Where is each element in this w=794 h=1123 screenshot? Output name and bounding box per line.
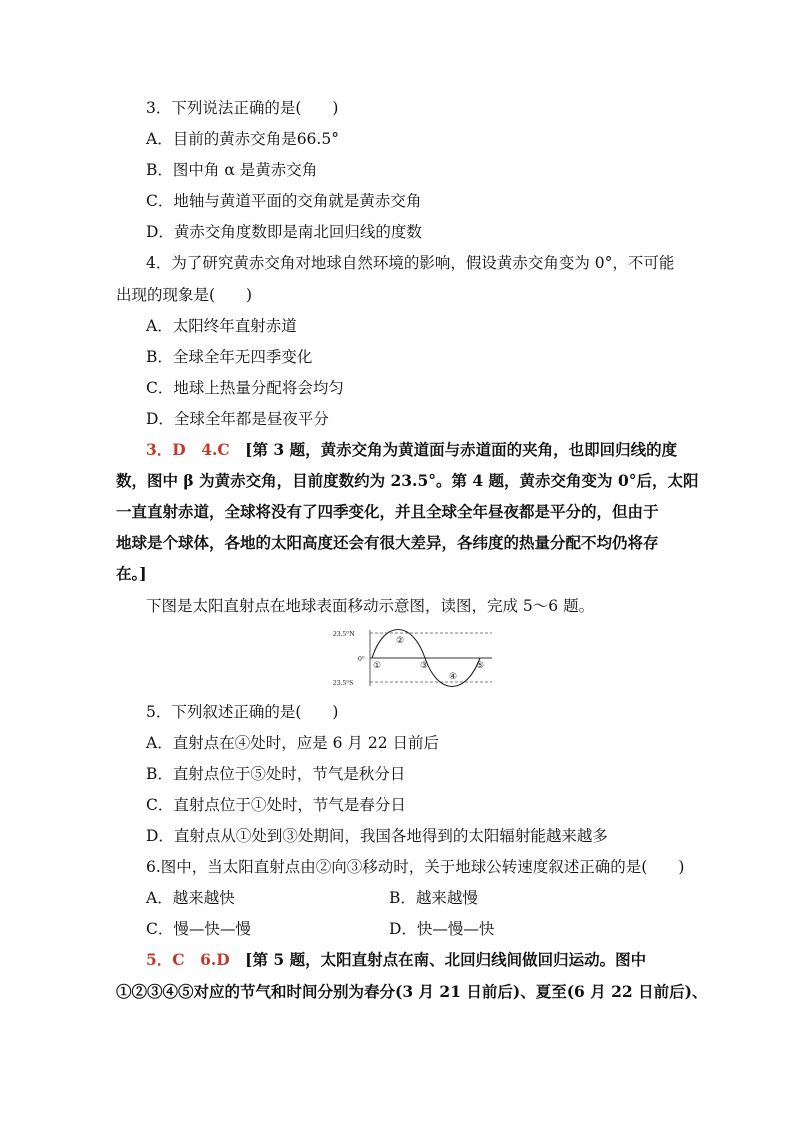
q3-stem: 3．下列说法正确的是( ) [146,99,339,117]
answer-key-3-4: 3．D 4.C [146,440,230,459]
q4-stem-line1: 4．为了研究黄赤交角对地球自然环境的影响，假设黄赤交角变为 0°，不可能 [146,254,675,272]
q6-option-b: B．越来越慢 [389,889,478,907]
point-2: ② [396,636,405,646]
point-5: ⑤ [476,661,485,671]
q5-option-d: D．直射点从①处到③处期间，我国各地得到的太阳辐射能越来越多 [146,827,608,845]
label-23-5-n: 23.5°N [333,629,355,638]
q4-option-a: A．太阳终年直射赤道 [146,317,297,335]
q6-option-d: D．快—慢—快 [389,920,495,938]
point-4: ④ [449,672,458,682]
label-equator: 0° [358,654,365,663]
answer-3-4-line1 [146,440,677,460]
q5-option-a: A．直射点在④处时，应是 6 月 22 日前后 [146,734,439,752]
q4-stem-line2: 出现的现象是( ) [116,286,253,304]
q6-option-a: A．越来越快 [146,889,235,907]
point-3: ③ [420,661,429,671]
answer-key-5-6: 5．C 6.D [146,950,230,969]
subsolar-point-diagram [332,626,496,688]
q6-option-c: C．慢—快—慢 [146,920,251,938]
answer-5-6-text1: [第 5 题，太阳直射点在南、北回归线间做回归运动。图中 [245,950,647,969]
q5-stem: 5．下列叙述正确的是( ) [146,703,339,721]
answer-3-4-line3: 一直直射赤道，全球将没有了四季变化，并且全球全年昼夜都是平分的，但由于 [116,502,659,521]
q5-option-b: B．直射点位于⑤处时，节气是秋分日 [146,765,406,783]
q3-option-a: A．目前的黄赤交角是66.5° [146,130,339,148]
intro-5-6: 下图是太阳直射点在地球表面移动示意图，读图，完成 5～6 题。 [146,597,595,615]
q3-option-b: B．图中角 α 是黄赤交角 [146,161,318,179]
answer-3-4-line2: 数，图中 β 为黄赤交角，目前度数约为 23.5°。第 4 题，黄赤交角变为 0°后，太阳 [116,471,699,490]
q4-option-c: C．地球上热量分配将会均匀 [146,379,344,397]
answer-3-4-text1: [第 3 题，黄赤交角为黄道面与赤道面的夹角，也即回归线的度 [245,440,678,459]
q5-option-c: C．直射点位于①处时，节气是春分日 [146,796,406,814]
q3-option-c: C．地轴与黄道平面的交角就是黄赤交角 [146,192,422,210]
q3-option-d: D．黄赤交角度数即是南北回归线的度数 [146,223,422,241]
q4-option-b: B．全球全年无四季变化 [146,348,313,366]
label-23-5-s: 23.5°S [333,678,354,687]
q6-stem: 6.图中，当太阳直射点由②向③移动时，关于地球公转速度叙述正确的是( ) [146,858,685,876]
q4-option-d: D．全球全年都是昼夜平分 [146,410,329,428]
answer-3-4-line5: 在。] [116,564,147,583]
answer-5-6-line1 [146,950,646,970]
answer-5-6-line2: ①②③④⑤对应的节气和时间分别为春分(3 月 21 日前后)、夏至(6 月 22 日前后)、 [116,982,708,1001]
answer-3-4-line4: 地球是个球体，各地的太阳高度还会有很大差异，各纬度的热量分配不均仍将存 [116,533,659,552]
point-1: ① [373,661,382,671]
